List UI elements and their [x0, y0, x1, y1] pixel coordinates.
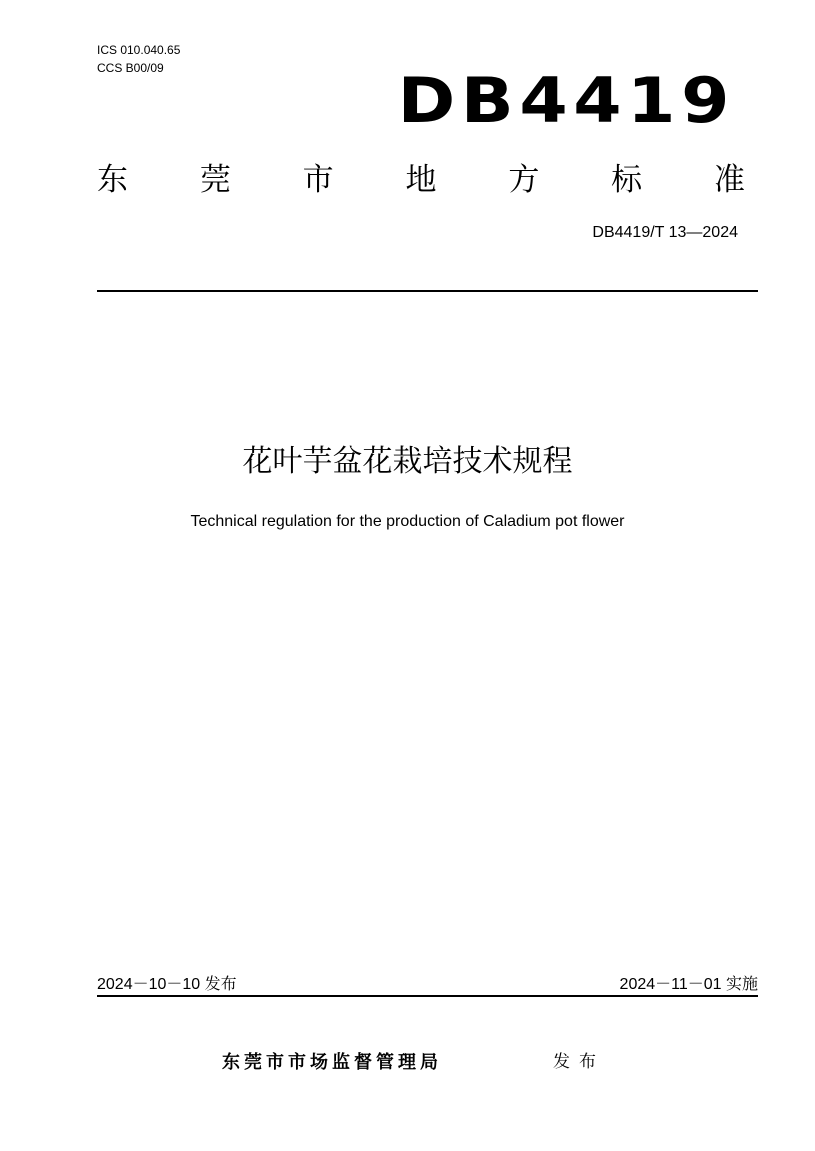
db-logo: DB4419 [397, 64, 735, 137]
standard-type-char: 东 [97, 162, 128, 198]
bottom-divider [97, 995, 758, 997]
standard-type-char: 标 [611, 162, 643, 198]
standard-type-char: 准 [713, 162, 745, 198]
implement-date: 2024－11－01 实施 [619, 976, 758, 993]
ccs-code: CCS B00/09 [97, 61, 164, 75]
standard-type-char: 地 [405, 162, 437, 198]
classification-codes [97, 41, 180, 77]
title-chinese: 花叶芋盆花栽培技术规程 [242, 444, 573, 479]
publish-date: 2024－10－10 发布 [97, 976, 237, 993]
standard-type-char: 市 [302, 162, 334, 198]
standard-number: DB4419/T 13—2024 [592, 224, 738, 241]
issuing-authority: 东莞市市场监督管理局 [222, 1052, 442, 1073]
standard-type-char: 方 [508, 162, 540, 198]
top-divider [97, 290, 758, 292]
standard-type-char: 莞 [199, 162, 231, 198]
title-english: Technical regulation for the production of Caladium pot flower [190, 513, 625, 530]
standard-type [97, 160, 745, 200]
issue-label: 发布 [553, 1052, 605, 1072]
ics-code: ICS 010.040.65 [97, 43, 181, 57]
